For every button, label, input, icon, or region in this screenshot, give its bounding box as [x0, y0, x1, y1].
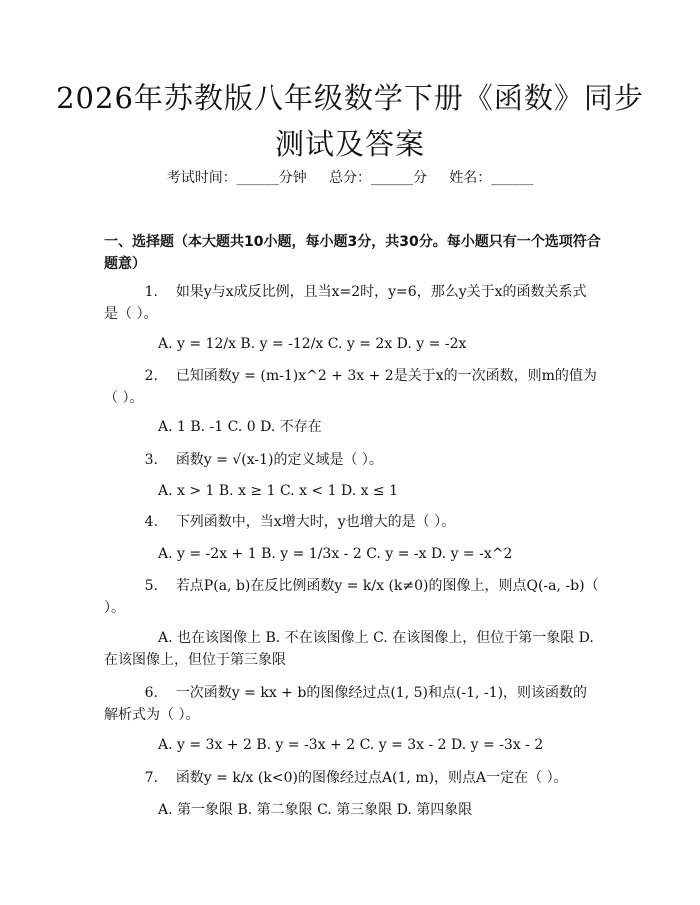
question-stem: 下列函数中，当x增大时，y也增大的是（ ）。 — [175, 514, 456, 530]
question-number: 3. — [144, 452, 158, 468]
question-3 — [104, 449, 600, 471]
question-number: 1. — [144, 284, 158, 300]
question-stem: 一次函数y = kx + b的图像经过点(1, 5)和点(-1, -1)，则该函数的解析式为（ ）。 — [104, 685, 588, 723]
question-5-options — [104, 627, 600, 671]
question-6 — [104, 682, 600, 726]
question-stem: 函数y = √(x-1)的定义域是（ ）。 — [175, 452, 383, 468]
question-stem: 如果y与x成反比例，且当x=2时，y=6，那么y关于x的函数关系式是（ ）。 — [104, 284, 587, 322]
question-stem: 已知函数y = (m-1)x^2 + 3x + 2是关于x的一次函数，则m的值为（ ）。 — [104, 368, 597, 406]
question-number: 6. — [144, 685, 158, 701]
question-3-options: A. x > 1 B. x ≥ 1 C. x < 1 D. x ≤ 1 — [158, 483, 399, 499]
question-7-options: A. 第一象限 B. 第二象限 C. 第三象限 D. 第四象限 — [158, 802, 473, 818]
question-1-options: A. y = 12/x B. y = -12/x C. y = 2x D. y = -2x — [158, 336, 467, 352]
document-title — [0, 78, 700, 164]
section-heading: 一、选择题（本大题共10小题，每小题3分，共30分。每小题只有一个选项符合题意） — [104, 234, 601, 272]
question-number: 5. — [144, 578, 158, 594]
question-4-options: A. y = -2x + 1 B. y = 1/3x - 2 C. y = -x D. y = -x^2 — [158, 546, 513, 562]
title-line-2: 测试及答案 — [274, 127, 425, 161]
question-number: 7. — [144, 770, 158, 786]
question-number: 2. — [144, 368, 158, 384]
question-7 — [104, 767, 600, 789]
question-2-options: A. 1 B. -1 C. 0 D. 不存在 — [158, 419, 322, 435]
title-line-1: 2026年苏教版八年级数学下册《函数》同步 — [56, 81, 644, 115]
question-2 — [104, 365, 600, 409]
question-stem: 若点P(a, b)在反比例函数y = k/x (k≠0)的图像上，则点Q(-a, -b)（ ）。 — [104, 578, 599, 616]
question-1 — [104, 281, 600, 325]
question-4 — [104, 511, 600, 533]
exam-info: 考试时间：______分钟 总分：______分 姓名：______ — [166, 170, 534, 186]
question-5-options-text: A. 也在该图像上 B. 不在该图像上 C. 在该图像上，但位于第一象限 D. 在该图像上，但位于第三象限 — [104, 630, 594, 668]
question-5 — [104, 575, 600, 619]
question-6-options: A. y = 3x + 2 B. y = -3x + 2 C. y = 3x - 2 D. y = -3x - 2 — [158, 737, 544, 753]
question-stem: 函数y = k/x (k<0)的图像经过点A(1, m)，则点A一定在（ ）。 — [175, 770, 568, 786]
question-number: 4. — [144, 514, 158, 530]
